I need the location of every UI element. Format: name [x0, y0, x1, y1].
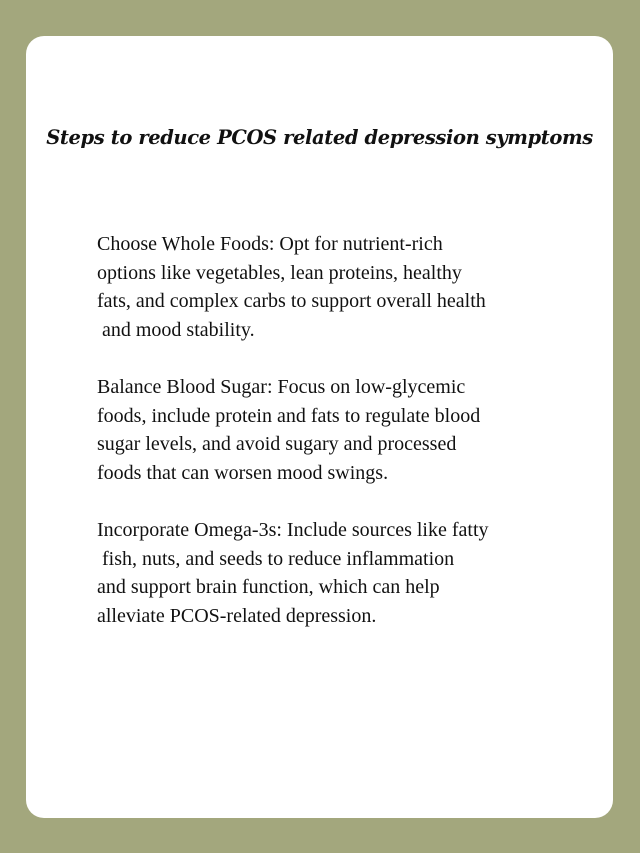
tip-whole-foods [97, 230, 577, 344]
tip-line: Choose Whole Foods: Opt for nutrient-rich [97, 233, 443, 255]
tips-list [97, 230, 577, 659]
tip-line: alleviate PCOS-related depression. [97, 604, 377, 627]
tip-line: options like vegetables, lean proteins, healthy [97, 261, 462, 284]
tip-blood-sugar [97, 373, 577, 487]
tip-line: Balance Blood Sugar: Focus on low-glycemic [97, 376, 466, 398]
tip-line: fats, and complex carbs to support overall health [97, 290, 486, 312]
tip-omega-3s [97, 516, 577, 630]
tip-line: foods, include protein and fats to regulate blood [97, 404, 481, 427]
tip-line: fish, nuts, and seeds to reduce inflammation [97, 547, 455, 570]
tip-line: and mood stability. [97, 318, 255, 341]
content-card [26, 36, 613, 818]
tip-line: Incorporate Omega-3s: Include sources like fatty [97, 519, 489, 541]
page-title: Steps to reduce PCOS related depression symptoms [46, 126, 593, 149]
tip-line: and support brain function, which can help [97, 576, 440, 598]
tip-line: foods that can worsen mood swings. [97, 461, 389, 484]
tip-line: sugar levels, and avoid sugary and processed [97, 433, 457, 455]
